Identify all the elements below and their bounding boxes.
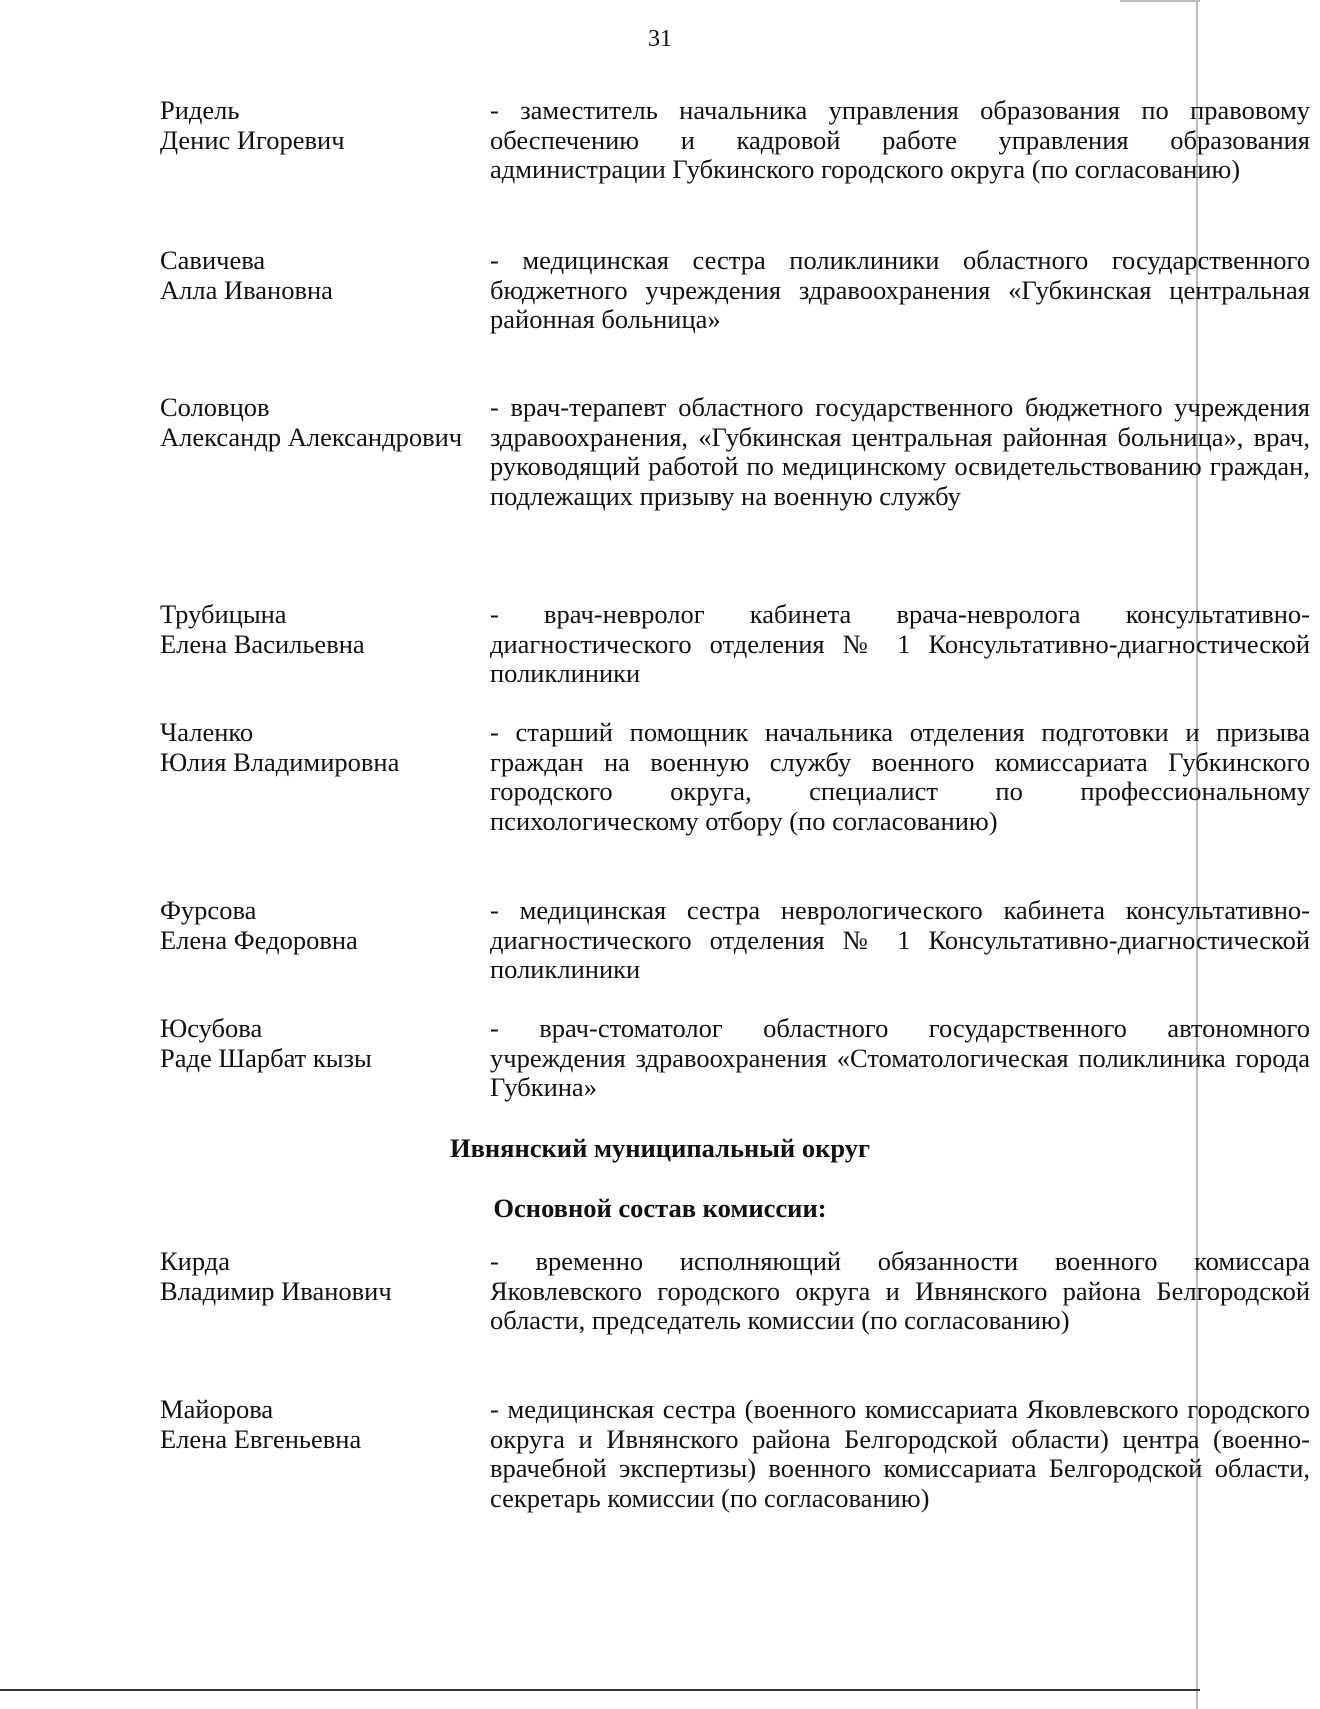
member-role: - медицинская сестра неврологического кабинета консультативно-диагностического отделения № 1 Консультативно-диагностической поликлиники xyxy=(490,895,1310,984)
member-name xyxy=(160,1395,490,1454)
member-surname: Трубицына xyxy=(160,599,287,629)
member-name xyxy=(160,1014,490,1073)
member-surname: Юсубова xyxy=(160,1013,263,1043)
member-surname: Савичева xyxy=(160,245,266,275)
member-role: - заместитель начальника управления образования по правовому обеспечению и кадровой работе управления образования администрации Губкинского городского округа (по согласованию) xyxy=(490,95,1310,184)
subsection-title: Основной состав комиссии: xyxy=(493,1193,827,1223)
member-surname: Майорова xyxy=(160,1394,274,1424)
member-given-names: Денис Игоревич xyxy=(160,124,345,155)
member-surname: Ридель xyxy=(160,95,240,125)
member-role: - медицинская сестра поликлиники областного государственного бюджетного учреждения здравоохранения «Губкинская центральная районная больница» xyxy=(490,245,1310,334)
member-given-names: Алла Ивановна xyxy=(160,274,333,305)
member-given-names: Елена Федоровна xyxy=(160,924,358,955)
member-role: - врач-невролог кабинета врача-невролога консультативно-диагностического отделения № 1 Консультативно-диагностической поликлиники xyxy=(490,599,1310,688)
member-surname: Кирда xyxy=(160,1246,231,1276)
member-name xyxy=(160,393,490,452)
page-number: 31 xyxy=(648,26,672,52)
member-given-names: Владимир Иванович xyxy=(160,1275,392,1306)
member-role: - временно исполняющий обязанности военного комиссара Яковлевского городского округа и Ивнянского района Белгородской области, председатель комиссии (по согласованию) xyxy=(490,1246,1310,1335)
member-given-names: Елена Евгеньевна xyxy=(160,1423,362,1454)
scan-edge-top xyxy=(1120,0,1200,2)
member-surname: Чаленко xyxy=(160,717,254,747)
scan-edge-bottom xyxy=(0,1689,1200,1691)
member-role: - врач-стоматолог областного государственного автономного учреждения здравоохранения «Стоматологическая поликлиника города Губкина» xyxy=(490,1013,1310,1102)
member-name xyxy=(160,1247,490,1306)
member-name xyxy=(160,896,490,955)
member-name xyxy=(160,96,490,155)
member-role: - врач-терапевт областного государственного бюджетного учреждения здравоохранения, «Губкинская центральная районная больница», врач, руководящий работой по медицинскому освидетельствованию граждан, подлежащих призыву на военную службу xyxy=(490,392,1310,511)
member-role: - старший помощник начальника отделения подготовки и призыва граждан на военную службу военного комиссариата Губкинского городского округа, специалист по профессиональному психологическому отбору (по согласованию) xyxy=(490,717,1310,836)
member-name xyxy=(160,600,490,659)
member-given-names: Раде Шарбат кызы xyxy=(160,1042,372,1073)
member-role: - медицинская сестра (военного комиссариата Яковлевского городского округа и Ивнянского района Белгородской области) центра (военно-врачебной экспертизы) военного комиссариата Белгородской области, секретарь комиссии (по согласованию) xyxy=(490,1394,1310,1513)
member-surname: Соловцов xyxy=(160,392,270,422)
member-name xyxy=(160,246,490,305)
section-title: Ивнянский муниципальный округ xyxy=(449,1133,871,1163)
member-given-names: Александр Александрович xyxy=(160,421,463,452)
member-name xyxy=(160,718,490,777)
member-surname: Фурсова xyxy=(160,895,257,925)
member-given-names: Юлия Владимировна xyxy=(160,746,400,777)
member-given-names: Елена Васильевна xyxy=(160,628,365,659)
